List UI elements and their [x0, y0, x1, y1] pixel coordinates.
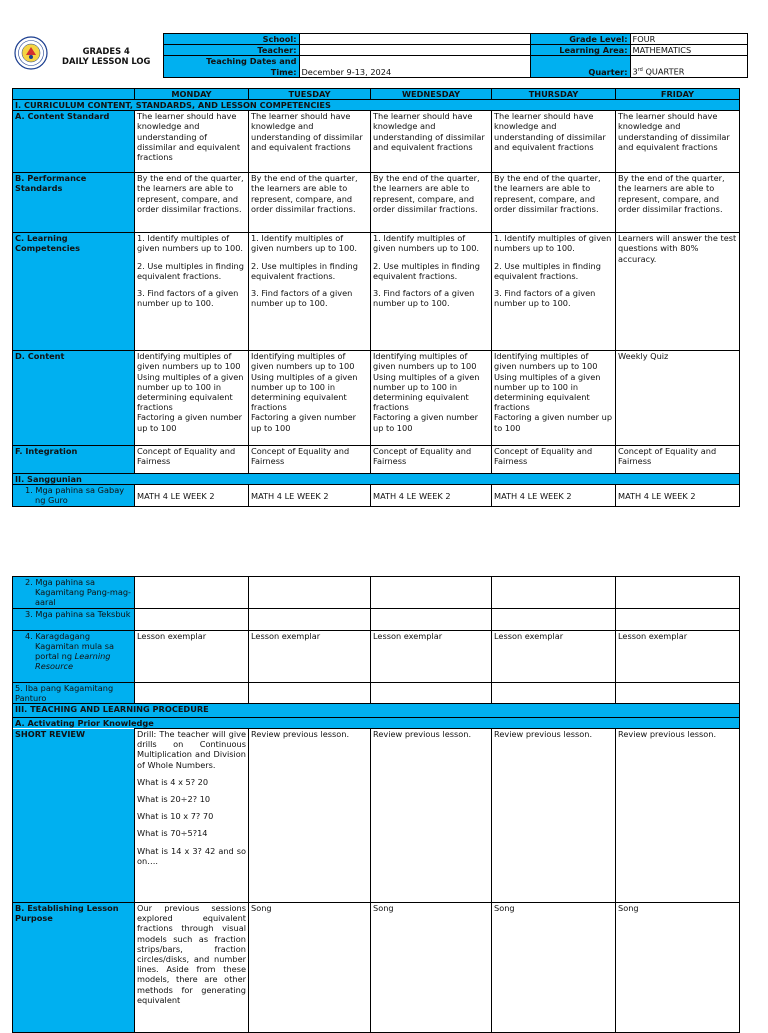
ref-kagamitan-wednesday: [371, 577, 492, 609]
ref-iba-wednesday: [371, 682, 492, 703]
short-review-friday: Review previous lesson.: [616, 729, 740, 903]
lesson-log-table-continued: [12, 576, 740, 1033]
competencies-monday: 1. Identify multiples of given numbers up to 100. 2. Use multiples in finding equivalent fractions. 3. Find factors of a given number up to 100.: [135, 233, 249, 351]
purpose-monday: Our previous sessions explored equivalent fractions through visual models such as fraction strips/bars, fraction circles/disks, and number lines. Aside from these models, there are other methods for generating equivalent: [135, 903, 249, 1033]
day-tuesday: TUESDAY: [249, 89, 371, 100]
log-title-line-2: DAILY LESSON LOG: [62, 55, 151, 66]
ref-portal-monday: Lesson exemplar: [135, 630, 249, 682]
ref-iba-label: 5. Iba pang Kagamitang Panturo: [13, 682, 135, 703]
short-review-thursday: Review previous lesson.: [492, 729, 616, 903]
ref-gabay-wednesday: MATH 4 LE WEEK 2: [371, 485, 492, 507]
content-standard-friday: The learner should have knowledge and understanding of dissimilar and equivalent fractions: [616, 111, 740, 173]
learning-competencies-label: C. Learning Competencies: [13, 233, 135, 351]
performance-friday: By the end of the quarter, the learners are able to represent, compare, and order dissimilar fractions.: [616, 173, 740, 233]
activating-prior-knowledge-heading: A. Activating Prior Knowledge: [13, 718, 740, 729]
integration-wednesday: Concept of Equality and Fairness: [371, 446, 492, 474]
ref-teksbuk-wednesday: [371, 608, 492, 630]
day-friday: FRIDAY: [616, 89, 740, 100]
ref-portal-thursday: Lesson exemplar: [492, 630, 616, 682]
content-standard-wednesday: The learner should have knowledge and understanding of dissimilar and equivalent fractions: [371, 111, 492, 173]
school-value: [299, 34, 530, 45]
performance-wednesday: By the end of the quarter, the learners are able to represent, compare, and order dissimilar fractions.: [371, 173, 492, 233]
ref-teksbuk-label: 3. Mga pahina sa Teksbuk: [13, 608, 135, 630]
ref-kagamitan-tuesday: [249, 577, 371, 609]
content-standard-tuesday: The learner should have knowledge and understanding of dissimilar and equivalent fractions: [249, 111, 371, 173]
ref-portal-label: 4. Karagdagang Kagamitan mula sa portal ng Learning Resource: [13, 630, 135, 682]
header-table: [12, 33, 748, 78]
ref-iba-friday: [616, 682, 740, 703]
ref-gabay-friday: MATH 4 LE WEEK 2: [616, 485, 740, 507]
competencies-friday: Learners will answer the test questions with 80% accuracy.: [616, 233, 740, 351]
learning-area-value: MATHEMATICS: [630, 45, 747, 56]
quarter-value: 3rd QUARTER: [630, 56, 747, 78]
integration-thursday: Concept of Equality and Fairness: [492, 446, 616, 474]
short-review-tuesday: Review previous lesson.: [249, 729, 371, 903]
competencies-wednesday: 1. Identify multiples of given numbers up to 100. 2. Use multiples in finding equivalent fractions. 3. Find factors of a given number up to 100.: [371, 233, 492, 351]
integration-label: F. Integration: [13, 446, 135, 474]
ref-portal-wednesday: Lesson exemplar: [371, 630, 492, 682]
school-label: School:: [163, 34, 299, 45]
ref-gabay-tuesday: MATH 4 LE WEEK 2: [249, 485, 371, 507]
ref-iba-monday: [135, 682, 249, 703]
performance-monday: By the end of the quarter, the learners are able to represent, compare, and order dissimilar fractions.: [135, 173, 249, 233]
quarter-label: Quarter:: [530, 56, 630, 78]
performance-tuesday: By the end of the quarter, the learners are able to represent, compare, and order dissimilar fractions.: [249, 173, 371, 233]
grade-level-label: Grade Level:: [530, 34, 630, 45]
content-monday: Identifying multiples of given numbers up to 100 Using multiples of a given number up to 100 in determining equivalent fractions Factoring a given number up to 100: [135, 351, 249, 446]
purpose-tuesday: Song: [249, 903, 371, 1033]
ref-kagamitan-label: 2. Mga pahina sa Kagamitang Pang-mag-aaral: [13, 577, 135, 609]
section-procedure-heading: III. TEACHING AND LEARNING PROCEDURE: [13, 704, 740, 718]
performance-thursday: By the end of the quarter, the learners are able to represent, compare, and order dissimilar fractions.: [492, 173, 616, 233]
content-tuesday: Identifying multiples of given numbers up to 100 Using multiples of a given number up to 100 in determining equivalent fractions Factoring a given number up to 100: [249, 351, 371, 446]
ref-gabay-label: 1. Mga pahina sa Gabay ng Guro: [13, 485, 135, 507]
purpose-thursday: Song: [492, 903, 616, 1033]
day-wednesday: WEDNESDAY: [371, 89, 492, 100]
corner-cell: [13, 89, 135, 100]
ref-kagamitan-thursday: [492, 577, 616, 609]
section-sanggunian-heading: II. Sanggunian: [13, 474, 740, 485]
content-friday: Weekly Quiz: [616, 351, 740, 446]
short-review-monday: Drill: The teacher will give drills on Continuous Multiplication and Division of Whole Numbers. What is 4 x 5? 20 What is 20÷2? 10 What is 10 x 7? 70 What is 70÷5?14 What is 14 x 3? 42 and so on….: [135, 729, 249, 903]
content-standard-thursday: The learner should have knowledge and understanding of dissimilar and equivalent fractions: [492, 111, 616, 173]
content-label: D. Content: [13, 351, 135, 446]
ref-portal-tuesday: Lesson exemplar: [249, 630, 371, 682]
performance-standards-label: B. Performance Standards: [13, 173, 135, 233]
purpose-wednesday: Song: [371, 903, 492, 1033]
ref-kagamitan-friday: [616, 577, 740, 609]
integration-friday: Concept of Equality and Fairness: [616, 446, 740, 474]
teacher-value: [299, 45, 530, 56]
ref-teksbuk-friday: [616, 608, 740, 630]
short-review-label: SHORT REVIEW: [13, 729, 135, 903]
ref-iba-tuesday: [249, 682, 371, 703]
establishing-purpose-label: B. Establishing Lesson Purpose: [13, 903, 135, 1033]
integration-tuesday: Concept of Equality and Fairness: [249, 446, 371, 474]
competencies-tuesday: 1. Identify multiples of given numbers up to 100. 2. Use multiples in finding equivalent fractions. 3. Find factors of a given number up to 100.: [249, 233, 371, 351]
lesson-log-table: [12, 88, 740, 507]
ref-gabay-thursday: MATH 4 LE WEEK 2: [492, 485, 616, 507]
ref-portal-friday: Lesson exemplar: [616, 630, 740, 682]
ref-teksbuk-monday: [135, 608, 249, 630]
grade-level-value: FOUR: [630, 34, 747, 45]
purpose-friday: Song: [616, 903, 740, 1033]
content-thursday: Identifying multiples of given numbers up to 100 Using multiples of a given number up to 100 in determining equivalent fractions Factoring a given number up to 100: [492, 351, 616, 446]
short-review-wednesday: Review previous lesson.: [371, 729, 492, 903]
section-curriculum-heading: I. CURRICULUM CONTENT, STANDARDS, AND LESSON COMPETENCIES: [13, 100, 740, 111]
ref-kagamitan-monday: [135, 577, 249, 609]
integration-monday: Concept of Equality and Fairness: [135, 446, 249, 474]
teacher-label: Teacher:: [163, 45, 299, 56]
ref-iba-thursday: [492, 682, 616, 703]
teaching-dates-label: Teaching Dates and Time:: [163, 56, 299, 78]
learning-area-label: Learning Area:: [530, 45, 630, 56]
content-standard-label: A. Content Standard: [13, 111, 135, 173]
page-two: [0, 576, 768, 1024]
day-thursday: THURSDAY: [492, 89, 616, 100]
ref-gabay-monday: MATH 4 LE WEEK 2: [135, 485, 249, 507]
competencies-thursday: 1. Identify multiples of given numbers up to 100. 2. Use multiples in finding equivalent fractions. 3. Find factors of a given number up to 100.: [492, 233, 616, 351]
log-title-line-1: GRADES 4: [82, 45, 130, 56]
ref-teksbuk-thursday: [492, 608, 616, 630]
day-monday: MONDAY: [135, 89, 249, 100]
ref-teksbuk-tuesday: [249, 608, 371, 630]
content-standard-monday: The learner should have knowledge and understanding of dissimilar and equivalent fractions: [135, 111, 249, 173]
content-wednesday: Identifying multiples of given numbers up to 100 Using multiples of a given number up to 100 in determining equivalent fractions Factoring a given number up to 100: [371, 351, 492, 446]
teaching-dates-value: December 9-13, 2024: [299, 56, 530, 78]
